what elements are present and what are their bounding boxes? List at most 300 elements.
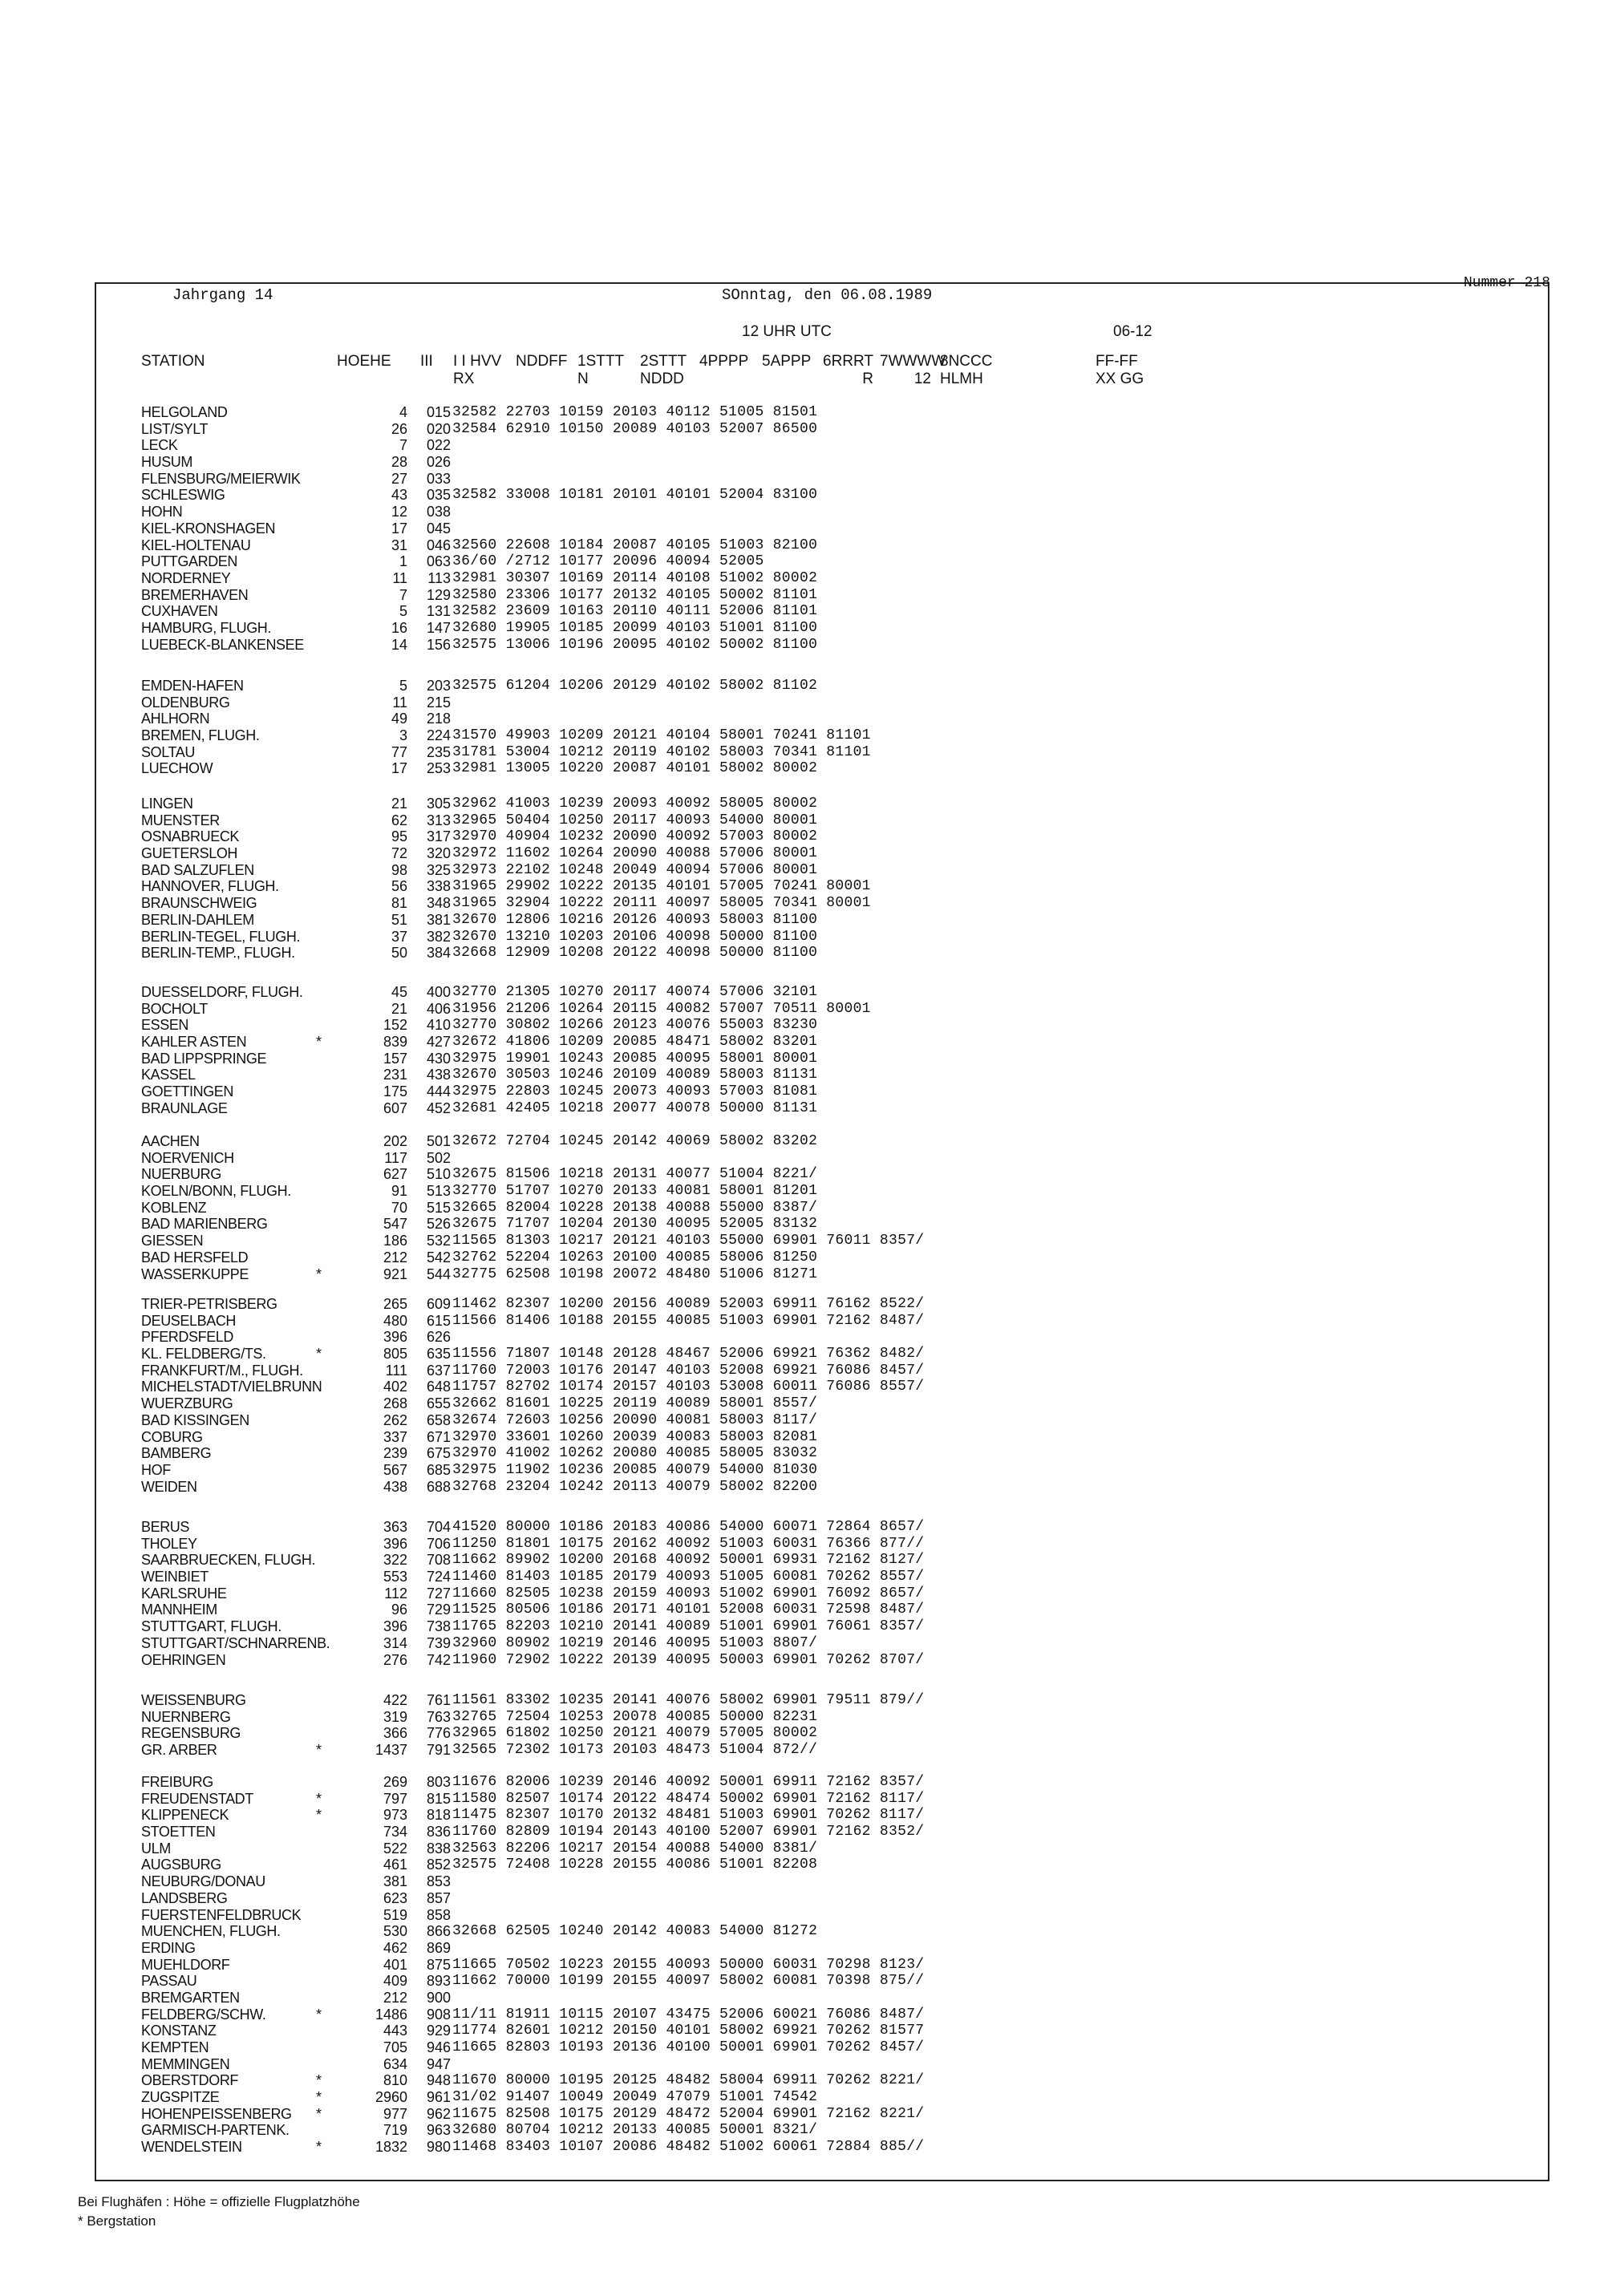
table-row (141, 694, 1184, 711)
table-row (141, 471, 1184, 488)
station-name: CUXHAVEN (141, 603, 218, 620)
table-row (141, 812, 1184, 829)
mountain-marker: * (316, 1742, 322, 1759)
station-height: 11 (392, 569, 407, 586)
station-id: 156 (426, 636, 451, 653)
station-height: 81 (391, 895, 407, 912)
col-irix: I I HVV RX (453, 353, 502, 387)
synop-groups: 41520 80000 10186 20183 40086 54000 60071 72864 8657/ (452, 1519, 925, 1535)
station-height: 422 (383, 1692, 407, 1708)
station-name: GARMISCH-PARTENK. (141, 2122, 290, 2139)
station-name: OEHRINGEN (141, 1651, 226, 1668)
synop-groups: 32665 82004 10228 20138 40088 55000 8387/ (452, 1199, 818, 1216)
synop-groups: 32668 62505 10240 20142 40083 54000 81272 (452, 1923, 818, 1940)
synop-groups: 11774 82601 10212 20150 40101 58002 69921 70262 81577 (452, 2023, 925, 2039)
station-name: GUETERSLOH (141, 845, 238, 862)
synop-groups: 32670 30503 10246 20109 40089 58003 81131 (452, 1067, 818, 1083)
station-height: 77 (391, 743, 407, 760)
table-row (141, 1840, 1184, 1857)
station-id: 515 (426, 1199, 451, 1216)
table-row (141, 1200, 1184, 1217)
table-row (141, 1346, 1184, 1363)
station-id: 742 (426, 1651, 451, 1668)
station-name: BREMGARTEN (141, 1989, 240, 2006)
station-name: STUTTGART, FLUGH. (141, 1618, 282, 1635)
synop-groups: 32973 22102 10248 20049 40094 57006 80001 (452, 861, 818, 878)
station-height: 719 (383, 2122, 407, 2139)
table-row (141, 760, 1184, 777)
station-height: 623 (383, 1889, 407, 1906)
station-id: 776 (426, 1725, 451, 1742)
synop-groups: 32770 51707 10270 20133 40081 58001 81201 (452, 1183, 818, 1200)
synop-groups: 32680 19905 10185 20099 40103 51001 81100 (452, 619, 818, 636)
station-name: KOELN/BONN, FLUGH. (141, 1183, 291, 1200)
table-row (141, 678, 1184, 694)
station-name: BREMEN, FLUGH. (141, 727, 260, 744)
synop-groups: 32662 81601 10225 20119 40089 58001 8557/ (452, 1395, 818, 1412)
station-height: 7 (399, 437, 407, 454)
station-name: KASSEL (141, 1067, 196, 1083)
station-name: PASSAU (141, 1973, 197, 1990)
station-id: 305 (426, 796, 451, 812)
station-name: WASSERKUPPE (141, 1265, 249, 1282)
station-name: GIESSEN (141, 1233, 204, 1249)
station-id: 761 (426, 1692, 451, 1708)
station-height: 202 (383, 1133, 407, 1149)
table-row (141, 1791, 1184, 1808)
synop-groups: 11565 81303 10217 20121 40103 55000 69901 76011 8357/ (452, 1233, 925, 1249)
station-height: 21 (391, 796, 407, 812)
station-height: 4 (399, 404, 407, 420)
synop-groups: 32584 62910 10150 20089 40103 52007 86500 (452, 420, 818, 437)
station-name: KIEL-HOLTENAU (141, 537, 251, 553)
station-name: BERLIN-DAHLEM (141, 911, 254, 928)
col-6rrrt: 6RRRT R (823, 353, 873, 387)
station-id: 382 (426, 928, 451, 945)
station-name: ZUGSPITZE (141, 2089, 220, 2106)
station-name: HELGOLAND (141, 404, 228, 420)
station-height: 21 (391, 1000, 407, 1017)
station-height: 553 (383, 1569, 407, 1585)
table-row (141, 2139, 1184, 2156)
synop-groups: 32668 12909 10208 20122 40098 50000 81100 (452, 945, 818, 962)
station-id: 803 (426, 1774, 451, 1790)
station-height: 111 (385, 1362, 407, 1379)
table-row (141, 520, 1184, 537)
station-id: 763 (426, 1708, 451, 1725)
table-row (141, 1552, 1184, 1569)
synop-groups: 32965 61802 10250 20121 40079 57005 80002 (452, 1725, 818, 1742)
synop-groups: 11662 89902 10200 20168 40092 50001 69931 72162 8127/ (452, 1552, 925, 1569)
station-id: 688 (426, 1478, 451, 1495)
station-id: 038 (426, 504, 451, 520)
station-name: LANDSBERG (141, 1889, 228, 1906)
station-name: WEIDEN (141, 1478, 197, 1495)
table-row (141, 1479, 1184, 1496)
station-id: 838 (426, 1840, 451, 1857)
station-height: 519 (383, 1906, 407, 1923)
synop-groups: 32681 42405 10218 20077 40078 50000 81131 (452, 1099, 818, 1116)
station-name: DEUSELBACH (141, 1312, 237, 1329)
synop-groups: 32560 22608 10184 20087 40105 51003 82100 (452, 537, 818, 553)
station-name: FLENSBURG/MEIERWIK (141, 470, 301, 487)
station-name: NOERVENICH (141, 1149, 234, 1166)
station-name: GR. ARBER (141, 1742, 217, 1759)
station-id: 704 (426, 1519, 451, 1535)
table-row (141, 1150, 1184, 1167)
station-name: MEMMINGEN (141, 2055, 230, 2072)
station-name: BERLIN-TEMP., FLUGH. (141, 945, 295, 962)
table-row (141, 1296, 1184, 1313)
synop-groups: 32965 50404 10250 20117 40093 54000 80001 (452, 812, 818, 828)
table-row (141, 984, 1184, 1001)
station-height: 805 (383, 1346, 407, 1363)
station-height: 45 (391, 984, 407, 1000)
station-name: OBERSTDORF (141, 2072, 239, 2089)
synop-groups: 32582 22703 10159 20103 40112 51005 81501 (452, 404, 818, 420)
station-name: BAD KISSINGEN (141, 1411, 249, 1428)
station-id: 658 (426, 1411, 451, 1428)
station-id: 727 (426, 1585, 451, 1602)
station-height: 921 (383, 1265, 407, 1282)
mountain-marker: * (316, 2072, 322, 2089)
station-id: 729 (426, 1602, 451, 1618)
table-row (141, 1890, 1184, 1907)
synop-groups: 31956 21206 10264 20115 40082 57007 70511 80001 (452, 1000, 871, 1017)
station-id: 708 (426, 1552, 451, 1569)
station-name: KL. FELDBERG/TS. (141, 1346, 266, 1363)
station-name: THOLEY (141, 1535, 197, 1552)
station-id: 444 (426, 1083, 451, 1100)
table-row (141, 620, 1184, 637)
table-row (141, 1034, 1184, 1051)
station-height: 70 (391, 1199, 407, 1216)
station-height: 438 (383, 1478, 407, 1495)
table-row (141, 537, 1184, 554)
table-row (141, 1462, 1184, 1479)
station-height: 567 (383, 1461, 407, 1478)
synop-groups: 11556 71807 10148 20128 48467 52006 69921 76362 8482/ (452, 1346, 925, 1363)
station-id: 724 (426, 1569, 451, 1585)
station-group (141, 678, 1184, 777)
station-height: 7 (399, 586, 407, 603)
station-id: 980 (426, 2139, 451, 2156)
station-id: 035 (426, 487, 451, 504)
station-group (141, 1296, 1184, 1495)
station-height: 973 (383, 1807, 407, 1824)
table-row (141, 1873, 1184, 1890)
station-name: SOLTAU (141, 743, 195, 760)
table-row (141, 1133, 1184, 1150)
station-id: 900 (426, 1989, 451, 2006)
table-row (141, 895, 1184, 912)
col-hoehe: HOEHE (337, 353, 391, 370)
table-row (141, 1923, 1184, 1940)
station-height: 17 (391, 760, 407, 777)
synop-groups: 11757 82702 10174 20157 40103 53008 60011 76086 8557/ (452, 1379, 925, 1395)
issue-number: Nummer 218 (1464, 275, 1551, 291)
station-id: 963 (426, 2122, 451, 2139)
date-label: SOnntag, den 06.08.1989 (722, 286, 933, 304)
synop-groups: 32575 61204 10206 20129 40102 58002 81102 (452, 678, 818, 694)
station-height: 157 (383, 1050, 407, 1067)
station-id: 675 (426, 1445, 451, 1462)
table-row (141, 878, 1184, 895)
station-id: 501 (426, 1133, 451, 1149)
synop-groups: 11675 82508 10175 20129 48472 52004 69901 72162 8221/ (452, 2105, 925, 2122)
station-name: STOETTEN (141, 1824, 216, 1840)
table-row (141, 1183, 1184, 1200)
station-id: 609 (426, 1296, 451, 1312)
table-row (141, 603, 1184, 620)
station-height: 231 (383, 1067, 407, 1083)
table-row (141, 570, 1184, 587)
table-row (141, 1216, 1184, 1233)
synop-groups: 36/60 /2712 10177 20096 40094 52005 (452, 553, 764, 570)
table-row (141, 727, 1184, 744)
station-height: 314 (383, 1634, 407, 1651)
station-id: 739 (426, 1634, 451, 1651)
station-height: 522 (383, 1840, 407, 1857)
synop-groups: 11475 82307 10170 20132 48481 51003 69901 70262 8117/ (452, 1807, 925, 1824)
station-name: HAMBURG, FLUGH. (141, 619, 272, 636)
synop-groups: 32582 33008 10181 20101 40101 52004 83100 (452, 487, 818, 504)
station-height: 72 (391, 845, 407, 862)
station-name: KIEL-KRONSHAGEN (141, 520, 276, 537)
station-name: BAD SALZUFLEN (141, 861, 254, 878)
table-row (141, 929, 1184, 946)
synop-groups: 11460 81403 10185 20179 40093 51005 60081 70262 8557/ (452, 1569, 925, 1585)
table-row (141, 2006, 1184, 2023)
table-row (141, 912, 1184, 929)
table-row (141, 796, 1184, 812)
table-row (141, 553, 1184, 570)
station-id: 893 (426, 1973, 451, 1990)
synop-groups: 11665 82803 10193 20136 40100 50001 69901 70262 8457/ (452, 2039, 925, 2055)
station-group (141, 796, 1184, 962)
station-id: 253 (426, 760, 451, 777)
synop-groups: 31/02 91407 10049 20049 47079 51001 74542 (452, 2089, 818, 2106)
station-id: 615 (426, 1312, 451, 1329)
station-id: 908 (426, 2006, 451, 2023)
station-name: FRANKFURT/M., FLUGH. (141, 1362, 303, 1379)
station-id: 020 (426, 420, 451, 437)
mountain-marker: * (316, 2139, 322, 2156)
station-group (141, 1774, 1184, 2156)
station-name: BERUS (141, 1519, 190, 1535)
table-row (141, 945, 1184, 962)
synop-groups: 11665 70502 10223 20155 40093 50000 60031 70298 8123/ (452, 1956, 925, 1973)
station-id: 313 (426, 812, 451, 828)
station-id: 637 (426, 1362, 451, 1379)
station-height: 705 (383, 2039, 407, 2055)
station-id: 685 (426, 1461, 451, 1478)
station-height: 5 (399, 603, 407, 620)
station-id: 113 (427, 569, 451, 586)
table-row (141, 2106, 1184, 2123)
synop-groups: 32972 11602 10264 20090 40088 57006 80001 (452, 845, 818, 862)
station-height: 461 (383, 1857, 407, 1873)
station-height: 37 (391, 928, 407, 945)
table-row (141, 454, 1184, 471)
col-4pppp: 4PPPP (699, 353, 749, 370)
station-id: 706 (426, 1535, 451, 1552)
synop-groups: 32970 33601 10260 20039 40083 58003 82081 (452, 1428, 818, 1445)
table-row (141, 1807, 1184, 1824)
table-row (141, 1569, 1184, 1585)
station-name: WUERZBURG (141, 1395, 233, 1412)
station-height: 319 (383, 1708, 407, 1725)
station-height: 28 (391, 454, 407, 471)
synop-groups: 11760 82809 10194 20143 40100 52007 69901 72162 8352/ (452, 1824, 925, 1840)
mountain-marker: * (316, 1346, 322, 1363)
station-name: BRAUNSCHWEIG (141, 895, 257, 912)
table-row (141, 437, 1184, 454)
mountain-marker: * (316, 2006, 322, 2023)
station-height: 239 (383, 1445, 407, 1462)
station-height: 91 (391, 1183, 407, 1200)
station-id: 510 (426, 1166, 451, 1183)
synop-groups: 32565 72302 10173 20103 48473 51004 872// (452, 1742, 818, 1759)
table-row (141, 1618, 1184, 1635)
station-height: 401 (383, 1956, 407, 1973)
station-id: 738 (426, 1618, 451, 1635)
footnote-mountain: * Bergstation (78, 2213, 156, 2229)
station-name: KARLSRUHE (141, 1585, 227, 1602)
station-id: 063 (426, 553, 451, 570)
station-id: 815 (426, 1790, 451, 1807)
col-8nccc: 8NCCC HLMH (940, 353, 993, 387)
col-station: STATION (141, 353, 205, 370)
table-row (141, 1585, 1184, 1602)
station-height: 977 (383, 2105, 407, 2122)
station-id: 410 (426, 1017, 451, 1034)
station-id: 430 (426, 1050, 451, 1067)
table-row (141, 1166, 1184, 1183)
station-height: 265 (383, 1296, 407, 1312)
table-row (141, 845, 1184, 862)
station-height: 50 (391, 945, 407, 962)
station-height: 186 (383, 1233, 407, 1249)
station-height: 1486 (375, 2006, 407, 2023)
station-id: 015 (426, 404, 451, 420)
station-height: 547 (383, 1216, 407, 1233)
station-name: HANNOVER, FLUGH. (141, 878, 279, 895)
table-row (141, 711, 1184, 727)
station-name: ESSEN (141, 1017, 189, 1034)
station-id: 338 (426, 878, 451, 895)
station-name: NUERNBERG (141, 1708, 231, 1725)
synop-groups: 32563 82206 10217 20154 40088 54000 8381/ (452, 1840, 818, 1857)
station-height: 98 (391, 861, 407, 878)
station-height: 381 (383, 1873, 407, 1890)
station-name: WEINBIET (141, 1569, 209, 1585)
synop-groups: 11/11 81911 10115 20107 43475 52006 60021 76086 8487/ (452, 2006, 925, 2023)
table-row (141, 504, 1184, 520)
station-height: 363 (383, 1519, 407, 1535)
station-id: 671 (426, 1428, 451, 1445)
station-name: KEMPTEN (141, 2039, 209, 2055)
station-id: 526 (426, 1216, 451, 1233)
col-5appp: 5APPP (762, 353, 812, 370)
table-row (141, 828, 1184, 845)
table-row (141, 1957, 1184, 1974)
table-row (141, 1379, 1184, 1395)
table-row (141, 1742, 1184, 1759)
station-name: OSNABRUECK (141, 828, 240, 845)
table-row (141, 1940, 1184, 1957)
table-row (141, 1363, 1184, 1379)
station-name: TRIER-PETRISBERG (141, 1296, 277, 1312)
table-row (141, 1973, 1184, 1990)
synop-groups: 32770 21305 10270 20117 40074 57006 32101 (452, 984, 818, 1000)
synop-groups: 32962 41003 10239 20093 40092 58005 80002 (452, 796, 818, 812)
table-row (141, 2122, 1184, 2139)
station-id: 427 (426, 1034, 451, 1051)
synop-groups: 32575 13006 10196 20095 40102 50002 81100 (452, 636, 818, 653)
station-id: 948 (426, 2072, 451, 2089)
table-row (141, 1266, 1184, 1283)
table-row (141, 1001, 1184, 1018)
station-height: 409 (383, 1973, 407, 1990)
synop-groups: 31965 32904 10222 20111 40097 58005 70341 80001 (452, 895, 871, 912)
synop-groups: 32765 72504 10253 20078 40085 50000 82231 (452, 1708, 818, 1725)
station-id: 635 (426, 1346, 451, 1363)
synop-groups: 32975 11902 10236 20085 40079 54000 81030 (452, 1461, 818, 1478)
station-height: 11 (392, 694, 407, 711)
station-name: MANNHEIM (141, 1602, 217, 1618)
station-id: 853 (426, 1873, 451, 1890)
table-row (141, 421, 1184, 438)
station-id: 866 (426, 1923, 451, 1940)
station-id: 384 (426, 945, 451, 962)
station-id: 946 (426, 2039, 451, 2055)
synop-groups: 11250 81801 10175 20162 40092 51003 60031 76366 877// (452, 1535, 925, 1552)
station-height: 112 (384, 1585, 407, 1602)
station-id: 502 (426, 1149, 451, 1166)
col-ffff: FF-FF XX GG (1096, 353, 1144, 387)
station-height: 12 (391, 504, 407, 520)
mountain-marker: * (316, 1265, 322, 1282)
table-row (141, 587, 1184, 604)
station-name: AACHEN (141, 1133, 200, 1149)
station-name: HOHENPEISSENBERG (141, 2105, 292, 2122)
station-id: 452 (426, 1099, 451, 1116)
table-row (141, 1249, 1184, 1266)
station-height: 268 (383, 1395, 407, 1412)
station-group (141, 404, 1184, 653)
station-name: BAMBERG (141, 1445, 212, 1462)
table-row (141, 1445, 1184, 1462)
table-row (141, 862, 1184, 879)
table-row (141, 1824, 1184, 1840)
mountain-marker: * (316, 1807, 322, 1824)
station-name: STUTTGART/SCHNARRENB. (141, 1634, 330, 1651)
table-row (141, 1051, 1184, 1067)
station-height: 51 (391, 911, 407, 928)
synop-groups: 11676 82006 10239 20146 40092 50001 69911 72162 8357/ (452, 1774, 925, 1790)
station-name: FREIBURG (141, 1774, 213, 1790)
station-group (141, 1133, 1184, 1282)
synop-groups: 32762 52204 10263 20100 40085 58006 81250 (452, 1249, 818, 1265)
synop-groups: 11960 72902 10222 20139 40095 50003 69901 70262 8707/ (452, 1651, 925, 1668)
station-height: 14 (391, 636, 407, 653)
synop-groups: 32672 72704 10245 20142 40069 58002 83202 (452, 1133, 818, 1149)
table-row (141, 637, 1184, 654)
station-name: NUERBURG (141, 1166, 221, 1183)
mountain-marker: * (316, 2089, 322, 2106)
table-row (141, 2023, 1184, 2039)
